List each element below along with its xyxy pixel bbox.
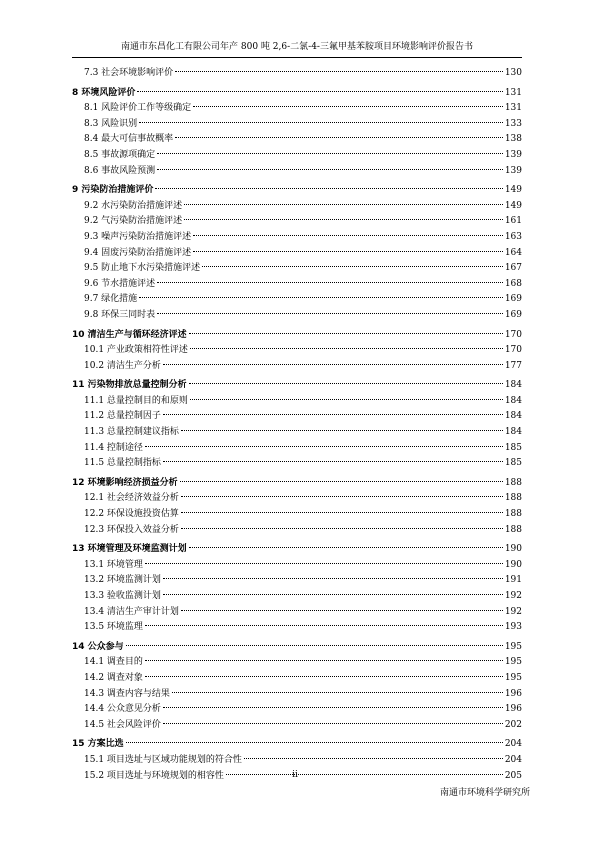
toc-entry-label: 14.5 社会风险评价 bbox=[84, 719, 161, 730]
toc-section-entry[interactable] bbox=[72, 655, 522, 671]
toc-dot-leader bbox=[126, 742, 503, 743]
running-header: 南通市东昌化工有限公司年产 800 吨 2,6-二氯-4-三氟甲基苯胺项目环境影响评价报告书 bbox=[121, 42, 473, 52]
toc-dot-leader bbox=[175, 71, 503, 72]
toc-section-entry[interactable] bbox=[72, 164, 522, 180]
toc-dot-leader bbox=[181, 512, 503, 513]
toc-entry-label: 8 环境风险评价 bbox=[72, 87, 136, 98]
table-of-contents bbox=[72, 66, 522, 784]
toc-dot-leader bbox=[137, 91, 502, 92]
toc-dot-leader bbox=[193, 235, 503, 236]
toc-entry-label: 8.4 最大可信事故概率 bbox=[84, 134, 174, 145]
toc-chapter-entry[interactable] bbox=[72, 183, 522, 199]
toc-entry-label: 10.2 清洁生产分析 bbox=[84, 360, 161, 371]
toc-chapter-entry[interactable] bbox=[72, 737, 522, 753]
toc-entry-page: 149 bbox=[504, 200, 522, 211]
toc-section-entry[interactable] bbox=[72, 101, 522, 117]
toc-entry-label: 14.1 调查目的 bbox=[84, 657, 143, 668]
toc-section-entry[interactable] bbox=[72, 425, 522, 441]
toc-entry-page: 190 bbox=[504, 544, 522, 555]
toc-entry-page: 138 bbox=[504, 134, 522, 145]
toc-entry-page: 185 bbox=[504, 442, 522, 453]
toc-section-entry[interactable] bbox=[72, 589, 522, 605]
toc-dot-leader bbox=[163, 461, 503, 462]
toc-section-entry[interactable] bbox=[72, 507, 522, 523]
toc-entry-page: 139 bbox=[504, 149, 522, 160]
toc-entry-page: 167 bbox=[504, 263, 522, 274]
toc-entry-label: 13.1 环境管理 bbox=[84, 559, 143, 570]
toc-entry-page: 133 bbox=[504, 118, 522, 129]
toc-dot-leader bbox=[189, 333, 503, 334]
toc-section-entry[interactable] bbox=[72, 671, 522, 687]
toc-entry-label: 12 环境影响经济损益分析 bbox=[72, 477, 178, 488]
toc-entry-page: 196 bbox=[504, 704, 522, 715]
toc-section-entry[interactable] bbox=[72, 620, 522, 636]
toc-entry-label: 11.2 总量控制因子 bbox=[84, 411, 161, 422]
toc-entry-label: 10.1 产业政策相符性评述 bbox=[84, 345, 188, 356]
toc-dot-leader bbox=[226, 774, 503, 775]
toc-entry-label: 13.2 环境监测计划 bbox=[84, 575, 161, 586]
toc-entry-page: 204 bbox=[504, 754, 522, 765]
toc-entry-label: 14.2 调查对象 bbox=[84, 672, 143, 683]
toc-entry-page: 192 bbox=[504, 591, 522, 601]
toc-entry-label: 9.2 水污染防治措施评述 bbox=[84, 200, 183, 211]
toc-section-entry[interactable] bbox=[72, 230, 522, 246]
toc-section-entry[interactable] bbox=[72, 702, 522, 718]
toc-dot-leader bbox=[175, 137, 503, 138]
toc-entry-label: 15.1 项目选址与区域功能规划的符合性 bbox=[84, 754, 242, 765]
toc-dot-leader bbox=[157, 169, 503, 170]
toc-entry-label: 9 污染防治措施评价 bbox=[72, 185, 154, 196]
toc-entry-page: 185 bbox=[504, 458, 522, 469]
toc-section-entry[interactable] bbox=[72, 343, 522, 359]
toc-entry-label: 14 公众参与 bbox=[72, 641, 124, 652]
header-divider bbox=[72, 57, 522, 58]
toc-chapter-entry[interactable] bbox=[72, 378, 522, 394]
toc-dot-leader bbox=[181, 496, 503, 497]
toc-entry-page: 161 bbox=[504, 216, 522, 227]
toc-entry-label: 7.3 社会环境影响评价 bbox=[84, 68, 174, 78]
toc-dot-leader bbox=[202, 266, 503, 267]
toc-entry-page: 190 bbox=[504, 559, 522, 570]
toc-entry-page: 195 bbox=[504, 641, 522, 652]
toc-entry-page: 188 bbox=[504, 524, 522, 535]
toc-entry-page: 169 bbox=[504, 309, 522, 320]
toc-entry-page: 163 bbox=[504, 231, 522, 242]
toc-chapter-entry[interactable] bbox=[72, 328, 522, 344]
toc-entry-page: 184 bbox=[504, 411, 522, 422]
toc-entry-page: 191 bbox=[504, 575, 522, 586]
toc-entry-page: 204 bbox=[504, 739, 522, 750]
toc-dot-leader bbox=[155, 188, 502, 189]
toc-entry-page: 195 bbox=[504, 672, 522, 683]
toc-entry-page: 170 bbox=[504, 345, 522, 356]
toc-dot-leader bbox=[126, 645, 503, 646]
toc-dot-leader bbox=[172, 692, 503, 693]
toc-entry-page: 169 bbox=[504, 294, 522, 305]
toc-entry-label: 14.4 公众意见分析 bbox=[84, 704, 161, 715]
toc-section-entry[interactable] bbox=[72, 308, 522, 324]
toc-section-entry[interactable] bbox=[72, 277, 522, 293]
toc-dot-leader bbox=[145, 660, 503, 661]
toc-dot-leader bbox=[163, 707, 503, 708]
toc-entry-page: 184 bbox=[504, 427, 522, 438]
toc-dot-leader bbox=[193, 106, 503, 107]
toc-dot-leader bbox=[157, 153, 503, 154]
toc-entry-label: 11.5 总量控制指标 bbox=[84, 458, 161, 469]
toc-entry-page: 131 bbox=[504, 87, 522, 98]
toc-entry-page: 164 bbox=[504, 247, 522, 258]
toc-entry-label: 12.1 社会经济效益分析 bbox=[84, 493, 179, 504]
toc-entry-label: 8.5 事故源项确定 bbox=[84, 149, 156, 160]
toc-section-entry[interactable] bbox=[72, 261, 522, 277]
toc-section-entry[interactable] bbox=[72, 441, 522, 457]
toc-dot-leader bbox=[163, 364, 503, 365]
toc-dot-leader bbox=[145, 676, 503, 677]
toc-dot-leader bbox=[190, 348, 503, 349]
toc-dot-leader bbox=[190, 399, 503, 400]
toc-section-entry[interactable] bbox=[72, 292, 522, 308]
toc-entry-label: 12.2 环保设施投资估算 bbox=[84, 509, 179, 520]
toc-section-entry[interactable] bbox=[72, 148, 522, 164]
toc-entry-label: 9.4 固废污染防治措施评述 bbox=[84, 247, 192, 258]
toc-dot-leader bbox=[139, 297, 503, 298]
toc-dot-leader bbox=[145, 625, 503, 626]
toc-entry-label: 8.3 风险识别 bbox=[84, 118, 138, 129]
toc-entry-label: 8.6 事故风险预测 bbox=[84, 165, 156, 176]
toc-entry-page: 184 bbox=[504, 380, 522, 391]
toc-entry-label: 9.2 气污染防治措施评述 bbox=[84, 216, 183, 227]
toc-dot-leader bbox=[139, 122, 503, 123]
toc-entry-page: 131 bbox=[504, 103, 522, 114]
toc-entry-page: 188 bbox=[504, 493, 522, 504]
toc-section-entry[interactable] bbox=[72, 573, 522, 589]
toc-section-entry[interactable] bbox=[72, 523, 522, 539]
toc-entry-page: 188 bbox=[504, 477, 522, 488]
toc-entry-label: 9.6 节水措施评述 bbox=[84, 278, 156, 289]
toc-entry-label: 13.4 清洁生产审计计划 bbox=[84, 606, 179, 617]
toc-dot-leader bbox=[181, 610, 503, 611]
toc-section-entry[interactable] bbox=[72, 718, 522, 734]
toc-chapter-entry[interactable] bbox=[72, 476, 522, 492]
toc-section-entry[interactable] bbox=[72, 558, 522, 574]
toc-dot-leader bbox=[145, 446, 503, 447]
toc-entry-page: 196 bbox=[504, 688, 522, 699]
toc-dot-leader bbox=[163, 723, 503, 724]
toc-section-entry[interactable] bbox=[72, 687, 522, 703]
toc-entry-label: 9.8 环保三同时表 bbox=[84, 309, 156, 320]
toc-entry-page: 192 bbox=[504, 606, 522, 617]
toc-entry-page: 188 bbox=[504, 509, 522, 520]
toc-dot-leader bbox=[189, 547, 503, 548]
toc-entry-page: 202 bbox=[504, 719, 522, 730]
toc-entry-label: 9.3 噪声污染防治措施评述 bbox=[84, 231, 192, 242]
toc-chapter-entry[interactable] bbox=[72, 640, 522, 656]
toc-dot-leader bbox=[189, 383, 503, 384]
toc-entry-page: 177 bbox=[504, 360, 522, 371]
toc-entry-page: 130 bbox=[504, 68, 522, 78]
toc-section-entry[interactable] bbox=[72, 199, 522, 215]
toc-section-entry[interactable] bbox=[72, 66, 522, 82]
toc-section-entry[interactable] bbox=[72, 117, 522, 133]
toc-section-entry[interactable] bbox=[72, 753, 522, 769]
toc-chapter-entry[interactable] bbox=[72, 542, 522, 558]
toc-entry-page: 139 bbox=[504, 165, 522, 176]
toc-dot-leader bbox=[157, 282, 503, 283]
toc-entry-label: 14.3 调查内容与结果 bbox=[84, 688, 170, 699]
toc-entry-page: 168 bbox=[504, 278, 522, 289]
toc-entry-label: 11.3 总量控制建议指标 bbox=[84, 427, 179, 438]
page-number: ii bbox=[292, 770, 298, 780]
toc-dot-leader bbox=[180, 481, 503, 482]
toc-entry-label: 13 环境管理及环境监测计划 bbox=[72, 544, 187, 555]
toc-entry-label: 13.5 环境监理 bbox=[84, 622, 143, 633]
toc-entry-label: 15 方案比选 bbox=[72, 739, 124, 750]
toc-entry-page: 184 bbox=[504, 395, 522, 406]
toc-section-entry[interactable] bbox=[72, 214, 522, 230]
toc-dot-leader bbox=[193, 251, 503, 252]
toc-dot-leader bbox=[163, 594, 503, 595]
toc-entry-label: 8.1 风险评价工作等级确定 bbox=[84, 103, 192, 114]
toc-dot-leader bbox=[181, 430, 503, 431]
toc-entry-label: 15.2 项目选址与环境规划的相容性 bbox=[84, 770, 224, 781]
toc-entry-page: 149 bbox=[504, 185, 522, 196]
toc-entry-label: 11 污染物排放总量控制分析 bbox=[72, 380, 187, 391]
toc-entry-page: 205 bbox=[504, 770, 522, 781]
toc-section-entry[interactable] bbox=[72, 409, 522, 425]
toc-section-entry[interactable] bbox=[72, 605, 522, 621]
toc-section-entry[interactable] bbox=[72, 491, 522, 507]
toc-dot-leader bbox=[163, 414, 503, 415]
toc-entry-page: 170 bbox=[504, 329, 522, 340]
toc-dot-leader bbox=[181, 528, 503, 529]
toc-chapter-entry[interactable] bbox=[72, 86, 522, 102]
toc-entry-page: 193 bbox=[504, 622, 522, 633]
toc-dot-leader bbox=[145, 563, 503, 564]
toc-entry-label: 10 清洁生产与循环经济评述 bbox=[72, 329, 187, 340]
toc-entry-label: 11.1 总量控制目的和原则 bbox=[84, 395, 188, 406]
toc-dot-leader bbox=[244, 758, 503, 759]
toc-entry-label: 11.4 控制途径 bbox=[84, 442, 143, 453]
toc-entry-label: 12.3 环保投入效益分析 bbox=[84, 524, 179, 535]
toc-section-entry[interactable] bbox=[72, 456, 522, 472]
toc-section-entry[interactable] bbox=[72, 394, 522, 410]
toc-entry-page: 195 bbox=[504, 657, 522, 668]
toc-dot-leader bbox=[184, 204, 503, 205]
toc-dot-leader bbox=[184, 219, 503, 220]
toc-dot-leader bbox=[157, 313, 503, 314]
toc-dot-leader bbox=[163, 578, 503, 579]
toc-entry-label: 9.7 绿化措施 bbox=[84, 294, 138, 305]
organization-name: 南通市环境科学研究所 bbox=[439, 788, 530, 798]
toc-section-entry[interactable] bbox=[72, 132, 522, 148]
toc-section-entry[interactable] bbox=[72, 246, 522, 262]
toc-entry-label: 13.3 验收监测计划 bbox=[84, 591, 161, 601]
toc-entry-label: 9.5 防止地下水污染措施评述 bbox=[84, 263, 201, 274]
toc-section-entry[interactable] bbox=[72, 359, 522, 375]
